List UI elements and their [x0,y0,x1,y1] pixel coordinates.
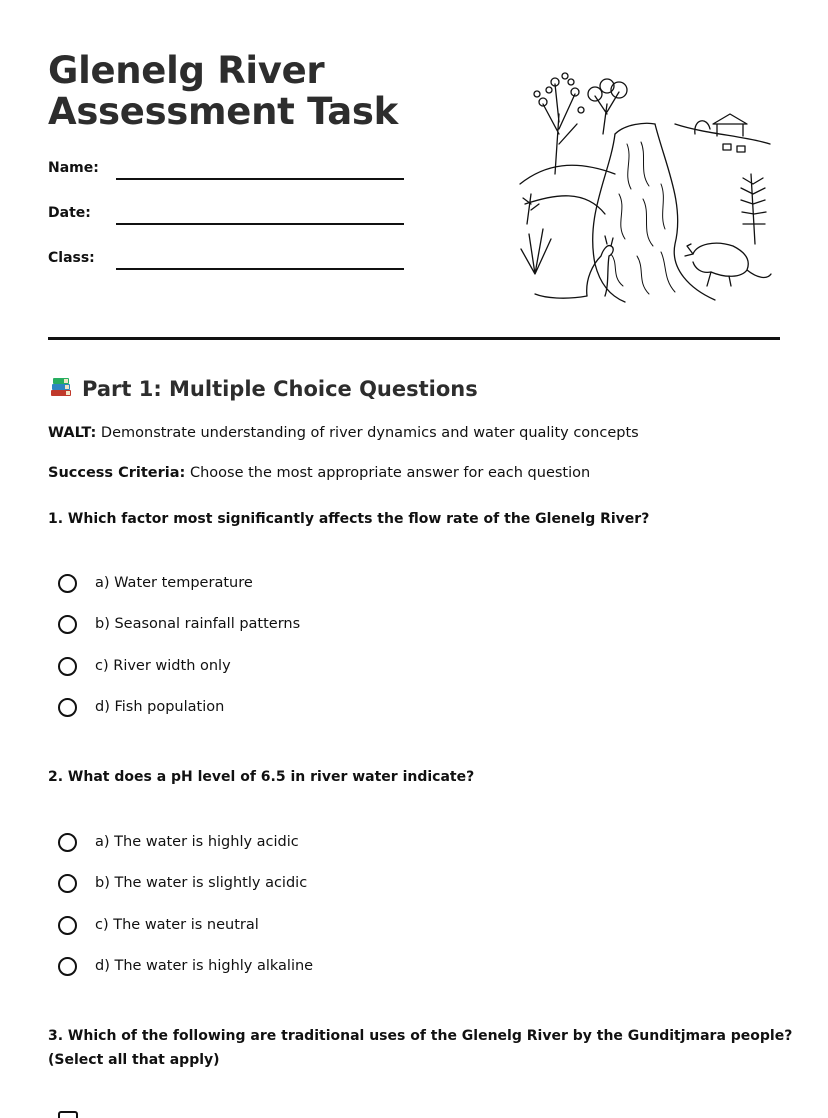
radio-button[interactable] [58,916,77,935]
name-label: Name: [48,160,99,176]
radio-button[interactable] [58,957,77,976]
q1-option-a[interactable] [58,571,253,595]
radio-button[interactable] [58,574,77,593]
q2-option-c[interactable] [58,913,259,937]
option-label: c) The water is neutral [95,917,259,933]
radio-button[interactable] [58,833,77,852]
success-criteria-label: Success Criteria: [48,465,186,481]
q2-option-a[interactable] [58,830,299,854]
river-illustration [515,64,775,306]
radio-button[interactable] [58,874,77,893]
walt-text: Demonstrate understanding of river dynamics and water quality concepts [96,425,639,441]
title-line-2: Assessment Task [48,90,398,133]
date-label: Date: [48,205,91,221]
question-2: 2. What does a pH level of 6.5 in river water indicate? [48,769,475,785]
question-3-line-2: (Select all that apply) [48,1052,220,1068]
success-criteria-line [48,465,590,481]
date-field [48,205,408,231]
class-label: Class: [48,250,95,266]
walt-line [48,425,639,441]
date-input[interactable] [116,223,404,225]
success-criteria-text: Choose the most appropriate answer for each question [185,465,591,481]
option-label: c) River width only [95,658,231,674]
name-field [48,160,408,186]
option-label: a) The water is highly acidic [95,834,299,850]
option-label: a) Water temperature [95,575,253,591]
part1-heading-text: Part 1: Multiple Choice Questions [82,377,478,401]
q1-option-d[interactable] [58,695,224,719]
books-icon [48,374,74,400]
q1-option-c[interactable] [58,654,231,678]
question-3-line-1: 3. Which of the following are traditional uses of the Glenelg River by the Gunditjmara people? [48,1028,793,1044]
option-label: b) Seasonal rainfall patterns [95,616,301,632]
title-line-1: Glenelg River [48,49,325,92]
section-divider [48,337,780,340]
page-title [48,50,398,132]
class-field [48,250,408,276]
class-input[interactable] [116,268,404,270]
walt-label: WALT: [48,425,97,441]
q3-option-a-checkbox[interactable] [58,1111,78,1118]
option-label: b) The water is slightly acidic [95,875,308,891]
radio-button[interactable] [58,657,77,676]
option-label: d) The water is highly alkaline [95,958,314,974]
radio-button[interactable] [58,698,77,717]
question-1: 1. Which factor most significantly affects the flow rate of the Glenelg River? [48,511,650,527]
q2-option-d[interactable] [58,954,313,978]
option-label: d) Fish population [95,699,225,715]
part1-heading [48,374,478,401]
question-3 [48,1024,792,1072]
q1-option-b[interactable] [58,612,300,636]
name-input[interactable] [116,178,404,180]
radio-button[interactable] [58,615,77,634]
q2-option-b[interactable] [58,871,307,895]
